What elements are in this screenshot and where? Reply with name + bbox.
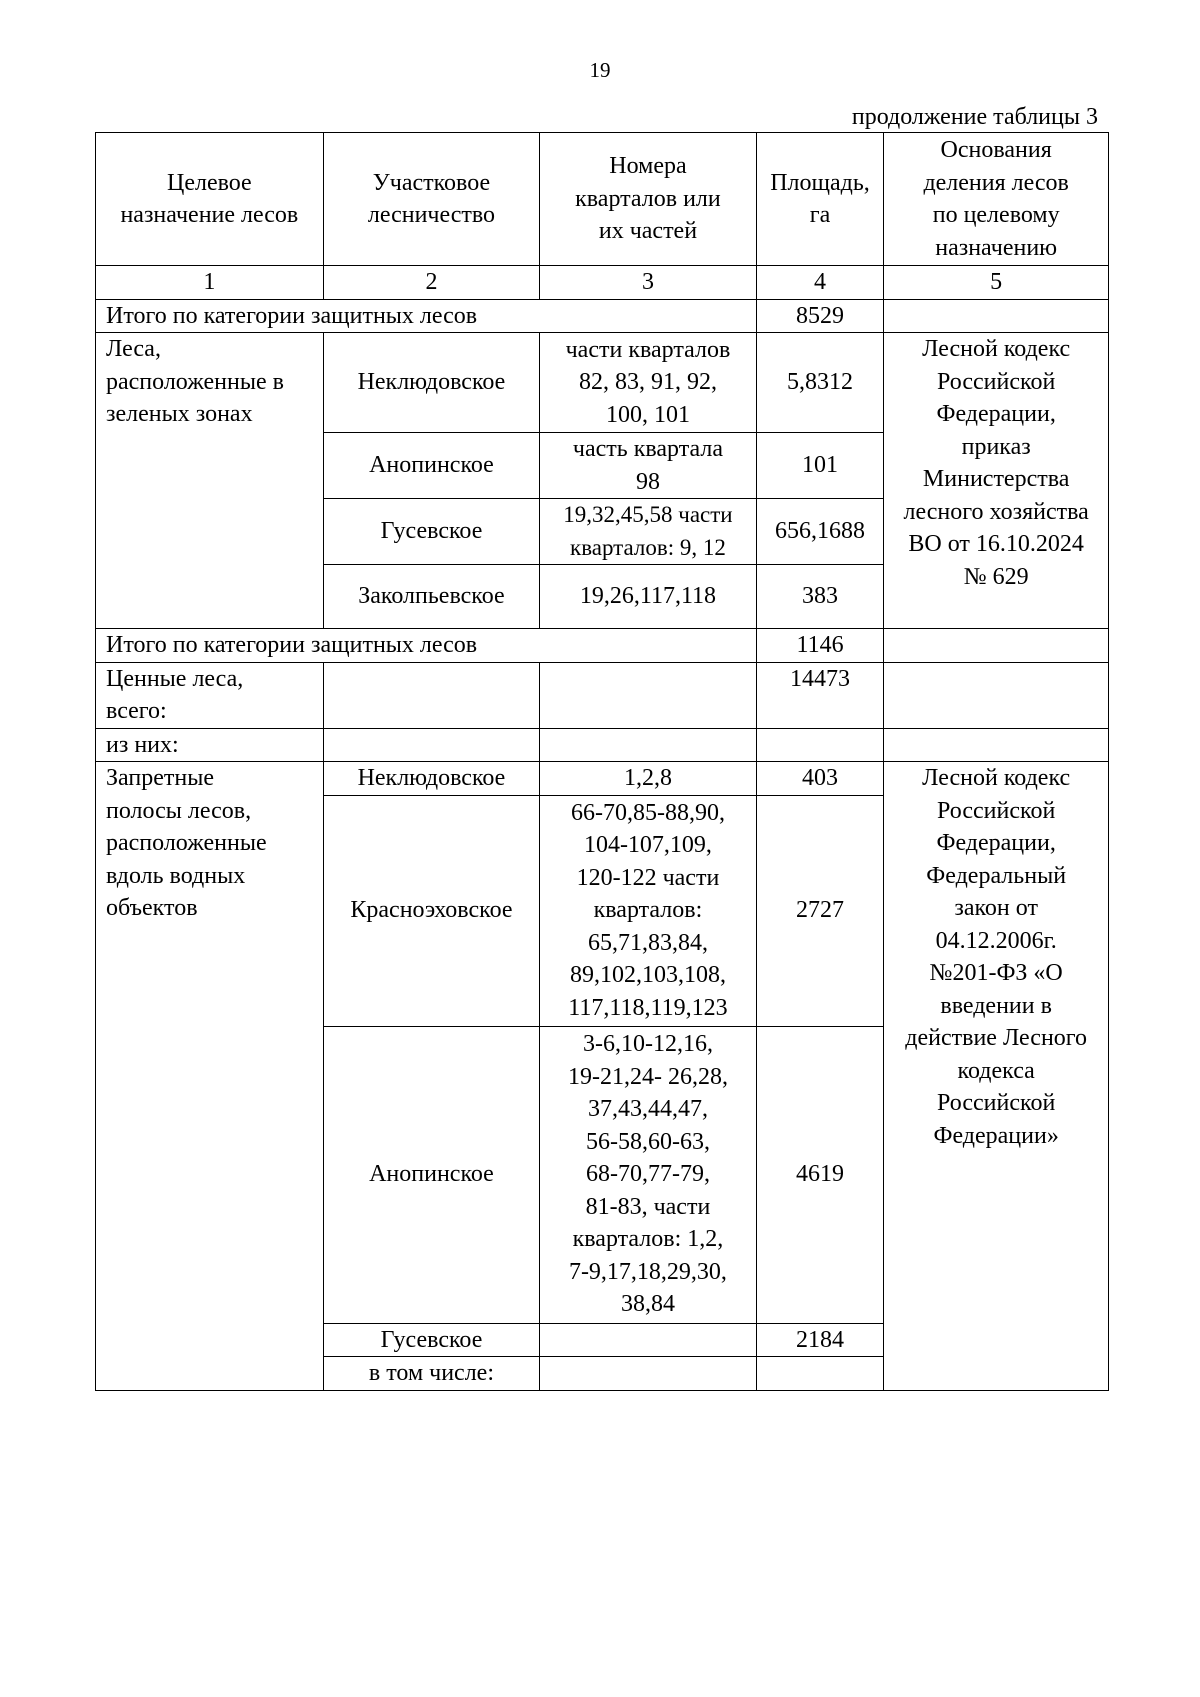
header-quarters: Номера кварталов или их частей [540, 133, 756, 266]
column-number: 3 [540, 266, 756, 300]
forestry-name: Анопинское [323, 1026, 539, 1323]
header-area: Площадь, га [756, 133, 884, 266]
forestry-name: Анопинское [323, 433, 539, 499]
area-value: 2727 [756, 795, 884, 1026]
total-area: 8529 [756, 299, 884, 333]
area-value: 383 [756, 565, 884, 629]
total-area: 1146 [756, 629, 884, 663]
valuable-forests-area: 14473 [756, 662, 884, 728]
quarter-numbers: 1,2,8 [540, 762, 756, 796]
empty-cell [323, 662, 539, 728]
page-number: 19 [589, 58, 611, 82]
area-value: 101 [756, 433, 884, 499]
area-value: 5,8312 [756, 333, 884, 433]
quarter-numbers [540, 1323, 756, 1357]
header-purpose: Целевое назначение лесов [96, 133, 324, 266]
table-row [96, 333, 1109, 433]
empty-cell [323, 728, 539, 762]
forestry-name: Гусевское [323, 1323, 539, 1357]
column-number: 5 [884, 266, 1109, 300]
empty-cell [884, 629, 1109, 663]
including-label: в том числе: [323, 1357, 539, 1391]
forestry-name: Заколпьевское [323, 565, 539, 629]
empty-cell [756, 1357, 884, 1391]
basis-prohibited-strips: Лесной кодекс Российской Федерации, Федеральный закон от 04.12.2006г. №201-ФЗ «О введении в действие Лесного кодекса Российской Федерации» [884, 762, 1109, 1391]
quarter-numbers: 66-70,85-88,90, 104-107,109, 120-122 части кварталов: 65,71,83,84, 89,102,103,108, 117,118,119,123 [540, 795, 756, 1026]
quarter-numbers: 3-6,10-12,16, 19-21,24- 26,28, 37,43,44,47, 56-58,60-63, 68-70,77-79, 81-83, части кварталов: 1,2, 7-9,17,18,29,30, 38,84 [540, 1026, 756, 1323]
forest-purpose-table [95, 132, 1109, 1391]
table-row [96, 662, 1109, 728]
column-number-row [96, 266, 1109, 300]
area-value: 656,1688 [756, 499, 884, 565]
column-number: 4 [756, 266, 884, 300]
purpose-green-zone: Леса, расположенные в зеленых зонах [96, 333, 324, 629]
empty-cell [540, 728, 756, 762]
empty-cell [756, 728, 884, 762]
column-number: 1 [96, 266, 324, 300]
table-continuation-label: продолжение таблицы 3 [851, 104, 1098, 130]
area-value: 403 [756, 762, 884, 796]
column-number: 2 [323, 266, 539, 300]
header-basis: Основания деления лесов по целевому назначению [884, 133, 1109, 266]
quarter-numbers: части кварталов 82, 83, 91, 92, 100, 101 [540, 333, 756, 433]
header-row [96, 133, 1109, 266]
forestry-name: Гусевское [323, 499, 539, 565]
valuable-forests-label: Ценные леса, всего: [96, 662, 324, 728]
total-label: Итого по категории защитных лесов [96, 629, 757, 663]
empty-cell [540, 1357, 756, 1391]
table-row [96, 728, 1109, 762]
area-value: 4619 [756, 1026, 884, 1323]
empty-cell [884, 662, 1109, 728]
area-value: 2184 [756, 1323, 884, 1357]
forestry-name: Неклюдовское [323, 762, 539, 796]
empty-cell [884, 728, 1109, 762]
total-row [96, 629, 1109, 663]
quarter-numbers: часть квартала 98 [540, 433, 756, 499]
forestry-name: Красноэховское [323, 795, 539, 1026]
of-them-label: из них: [96, 728, 324, 762]
purpose-prohibited-strips: Запретные полосы лесов, расположенные вдоль водных объектов [96, 762, 324, 1391]
empty-cell [884, 299, 1109, 333]
total-row [96, 299, 1109, 333]
forestry-name: Неклюдовское [323, 333, 539, 433]
total-label: Итого по категории защитных лесов [96, 299, 757, 333]
quarter-numbers: 19,32,45,58 части кварталов: 9, 12 [540, 499, 756, 565]
quarter-numbers: 19,26,117,118 [540, 565, 756, 629]
empty-cell [540, 662, 756, 728]
table-row [96, 762, 1109, 796]
basis-green-zone: Лесной кодекс Российской Федерации, приказ Министерства лесного хозяйства ВО от 16.10.2024 № 629 [884, 333, 1109, 629]
header-forestry: Участковое лесничество [323, 133, 539, 266]
